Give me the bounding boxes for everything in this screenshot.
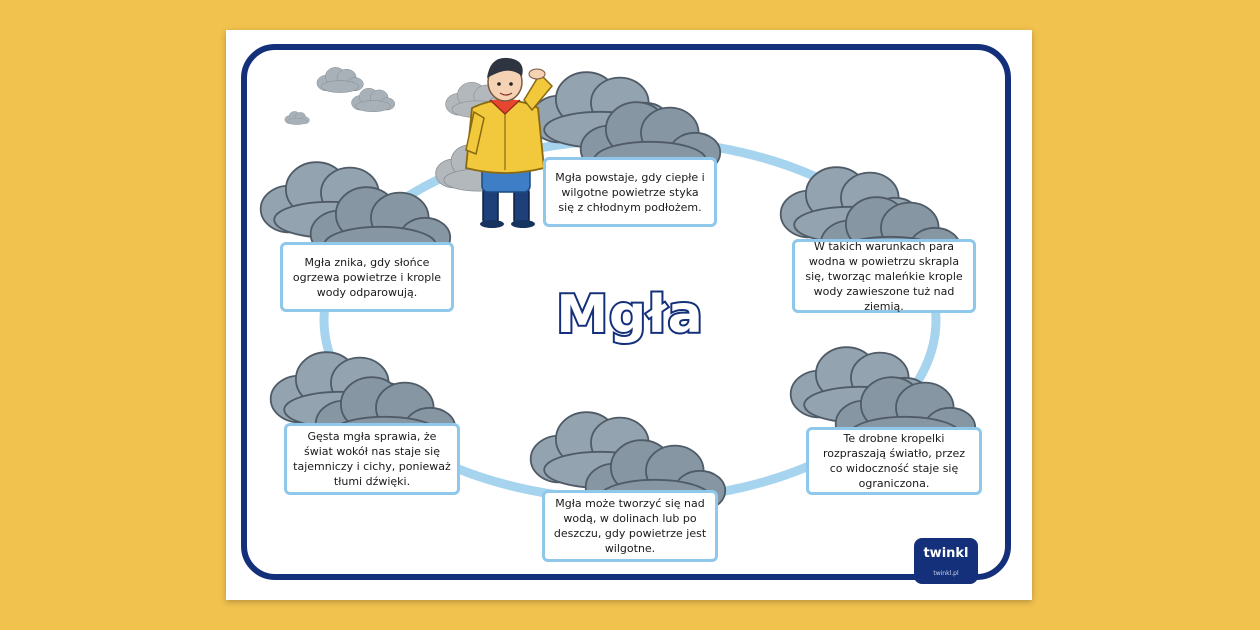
twinkl-logo [914,538,978,584]
small-cloud-3 [285,111,310,124]
fact-box-disappear: Mgła znika, gdy słońce ogrzewa powietrze i krople wody odparowują. [280,242,454,312]
page-title: Mgła [556,285,704,345]
small-cloud-1 [317,67,364,92]
logo-wordmark: twinkl [923,546,969,561]
boy-illustration [466,58,552,228]
fact-box-visibility: Te drobne kropelki rozpraszają światło, przez co widoczność staje się ograniczona. [806,427,982,495]
fact-box-formation: Mgła powstaje, gdy ciepłe i wilgotne powietrze styka się z chłodnym podłożem. [543,157,717,227]
fact-box-mystery: Gęsta mgła sprawia, że świat wokół nas staje się tajemniczy i cichy, ponieważ tłumi dźwięki. [284,423,460,495]
fact-box-places: Mgła może tworzyć się nad wodą, w dolinach lub po deszczu, gdy powietrze jest wilgotne. [542,490,718,562]
small-cloud-2 [351,88,394,112]
logo-url: twinkl.pl [933,570,959,577]
fact-box-condensation: W takich warunkach para wodna w powietrzu skrapla się, tworząc maleńkie krople wody zawieszone tuż nad ziemią. [792,239,976,313]
